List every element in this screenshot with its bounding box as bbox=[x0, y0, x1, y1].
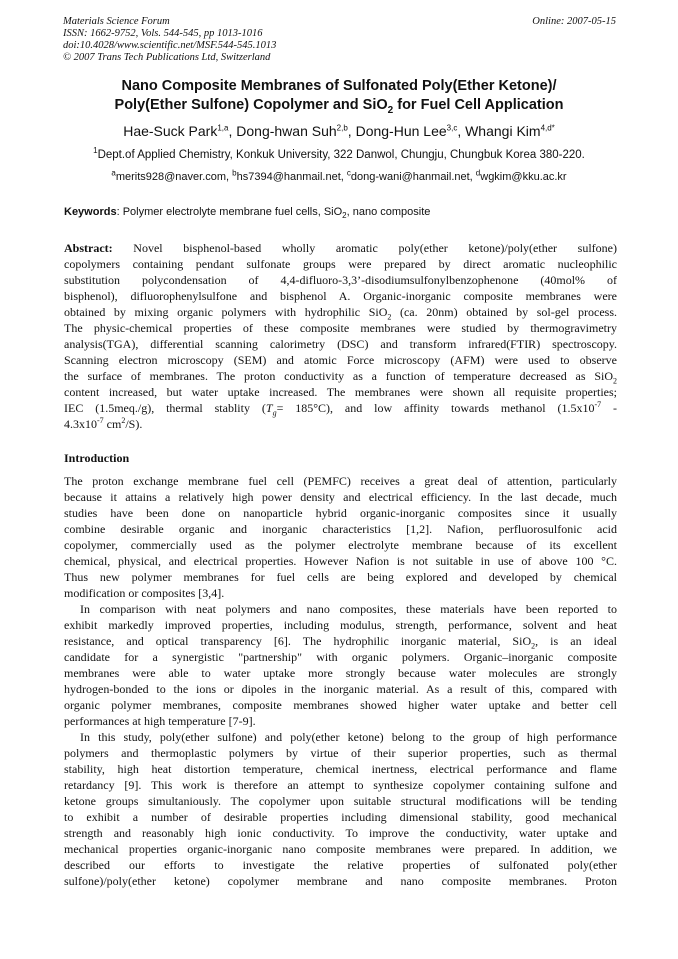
author-list: Hae-Suck Park$^{1,a}$, Dong-hwan Suh$^{2,b}$, Dong-Hun Lee$^{3,c}$, Whangi Kim$^{4,d*}$ bbox=[123, 123, 555, 139]
author-affil-mark: 3,c bbox=[446, 123, 458, 133]
journal-name: Materials Science Forum bbox=[63, 16, 170, 27]
intro-line: because it attains a relatively high power density and electrical efficiency. In the last decade, much bbox=[64, 490, 617, 504]
intro-line: chemical, physical, and electrical properties. However Nafion is not suitable in use of above 100 °C. bbox=[64, 554, 617, 568]
journal-issn: ISSN: 1662-9752, Vols. 544-545, pp 1013-1016 bbox=[63, 28, 263, 39]
abstract-line: obtained by mixing organic polymers with hydrophilic SiO$_2$ (ca. 20nm) obtained by sol-gel process. bbox=[64, 305, 617, 322]
author-name: Whangi Kim bbox=[465, 123, 541, 139]
intro-line: ketone groups simultaniously. The copolymer upon suitable structural modifications will be tending bbox=[64, 794, 617, 808]
email-link[interactable]: dong-wani@hanmail.net bbox=[350, 171, 470, 183]
author-name: Hae-Suck Park bbox=[123, 123, 218, 139]
intro-line: strength and reasonably high ionic conductivity. To improve the conductivity, water uptake and bbox=[64, 826, 617, 840]
author-affil-mark: 2,b bbox=[336, 123, 348, 133]
intro-line: stability, high heat distortion temperature, chemical inertness, electrical performance and flame bbox=[64, 762, 617, 776]
intro-line: retardancy [9]. This work is therefore an attempt to synthesize copolymer containing sulfone and bbox=[64, 778, 617, 792]
abstract-line: analysis(TGA), differential scanning calorimetry (DSC) and transform infrared(FTIR) spectroscopy. bbox=[64, 337, 617, 351]
intro-line: hydrogen-bonded to the ions or dipoles in the inorganic material. As a result of this, compared with bbox=[64, 682, 617, 696]
abstract-line: substitution polycondensation of 4,4-difluoro-3,3’-disodiumsulfonylbenzophenone (40mol% of bbox=[64, 273, 617, 287]
abstract-line: The physic-chemical properties of these composite membranes were studied by thermogravimetry bbox=[64, 321, 617, 335]
email-link[interactable]: merits928@naver.com bbox=[115, 171, 227, 183]
abstract-line: $4.3x10^{-7}$ $cm^2/S$). bbox=[64, 416, 143, 431]
introduction-body bbox=[64, 473, 617, 889]
intro-line: Thus new polymer membranes for fuel cells are being explored and developed by chemical bbox=[64, 570, 617, 584]
keywords: Keywords: Polymer electrolyte membrane fuel cells, SiO$_2$, nano composite bbox=[64, 206, 431, 221]
affiliation: $^1$Dept.of Applied Chemistry, Konkuk University, 322 Danwol, Chungju, Chungbuk Korea 380-220. bbox=[93, 146, 585, 161]
abstract-line: bisphenol), difluorophenylsulfone and bisphenol A. Organic-inorganic composite membranes were bbox=[64, 289, 617, 303]
intro-line: The proton exchange membrane fuel cell (PEMFC) receives a great deal of attention, particularly bbox=[64, 474, 617, 488]
title-line-2: Poly(Ether Sulfone) Copolymer and SiO$_2$ for Fuel Cell Application bbox=[114, 97, 564, 116]
abstract-line: Abstract: Novel bisphenol-based wholly aromatic poly(ether ketone)/poly(ether sulfone) bbox=[64, 241, 617, 255]
intro-line: membranes were able to water uptake more strongly because water molecules are strongly bbox=[64, 666, 617, 680]
email-link[interactable]: wgkim@kku.ac.kr bbox=[480, 171, 567, 183]
online-date: Online: 2007-05-15 bbox=[532, 16, 616, 27]
abstract-line: copolymers containing pendant sulfonate groups were prepared by direct aromatic nucleophilic bbox=[64, 257, 617, 271]
intro-line: mechanical properties organic-inorganic nano composite membranes were prepared. In addition, we bbox=[64, 842, 617, 856]
intro-line: exhibit markedly improved properties, including modulus, strength, performance, solvent and heat bbox=[64, 618, 617, 632]
author-name: Dong-hwan Suh bbox=[236, 123, 337, 139]
email-link[interactable]: hs7394@hanmail.net bbox=[236, 171, 341, 183]
journal-doi[interactable]: doi:10.4028/www.scientific.net/MSF.544-545.1013 bbox=[63, 40, 277, 51]
journal-header bbox=[63, 16, 616, 64]
abstract-line: content increased, but water uptake increased. The membranes were shown all requisite properties; bbox=[64, 385, 617, 399]
intro-line: to exhibit a number of desirable properties including dimensional stability, good mechanical bbox=[64, 810, 617, 824]
intro-line: performances at high temperature [7-9]. bbox=[64, 714, 256, 728]
author-name: Dong-Hun Lee bbox=[355, 123, 447, 139]
intro-line: organic polymer membranes, composite membranes showed higher water uptake and better cell bbox=[64, 698, 617, 712]
intro-line: copolymer, commercially used as the polymer electrolyte membrane because of its excellent bbox=[64, 538, 617, 552]
intro-line: sulfone)/poly(ether ketone) copolymer membrane and nano composite membranes. Proton bbox=[64, 874, 617, 888]
paper-title bbox=[40, 77, 638, 115]
title-line-1: Nano Composite Membranes of Sulfonated Poly(Ether Ketone)/ bbox=[121, 78, 557, 94]
abstract-line: IEC (1.5meq./g), thermal stablity $(T_g= 185^\circ C)$, and low affinity towards methanol ($1.5x10^{-7}$ - bbox=[64, 400, 618, 418]
abstract bbox=[64, 240, 617, 432]
abstract-line: Scanning electron microscopy (SEM) and atomic Force microscopy (AFM) were used to observe bbox=[64, 353, 617, 367]
intro-line: studies have been done on nanoparticle hybrid organic-inorganic composites since it usually bbox=[64, 506, 617, 520]
intro-line: modification or composites [3,4]. bbox=[64, 586, 225, 600]
author-emails: $^a$merits928@naver.com, $^b$hs7394@hanmail.net, $^c$dong-wani@hanmail.net, $^d$wgkim@kku.ac.kr bbox=[111, 168, 567, 183]
intro-line: polymers and thermoplastic polymers by virtue of their superior properties, such as thermal bbox=[64, 746, 617, 760]
author-affil-mark: 1,a bbox=[217, 123, 229, 133]
journal-copyright: © 2007 Trans Tech Publications Ltd, Switzerland bbox=[63, 52, 271, 63]
intro-line: candidate for a synergistic "partnership" with organic polymers. Organic–inorganic composite bbox=[64, 650, 617, 664]
intro-line: combine desirable organic and inorganic characteristics [1,2]. Nafion, perfluorosulfonic acid bbox=[64, 522, 617, 536]
keywords-label: Keywords bbox=[64, 206, 117, 218]
abstract-line: the surface of membranes. The proton conductivity as a function of temperature decreased as SiO$_2$ bbox=[64, 369, 617, 386]
intro-line: In comparison with neat polymers and nano composites, these materials have been reported to bbox=[80, 602, 617, 616]
intro-line: resistance, and optical transparency [6]. The hydrophilic inorganic material, SiO$_2$, is an ideal bbox=[64, 634, 617, 651]
section-heading-introduction: Introduction bbox=[64, 451, 130, 465]
intro-line: described our efforts to investigate the relative properties of sulfonated poly(ether bbox=[64, 858, 617, 872]
author-affil-mark: 4,d* bbox=[540, 123, 555, 133]
abstract-label: Abstract: bbox=[64, 241, 113, 255]
intro-line: In this study, poly(ether sulfone) and poly(ether ketone) belong to the group of high performance bbox=[80, 730, 617, 744]
